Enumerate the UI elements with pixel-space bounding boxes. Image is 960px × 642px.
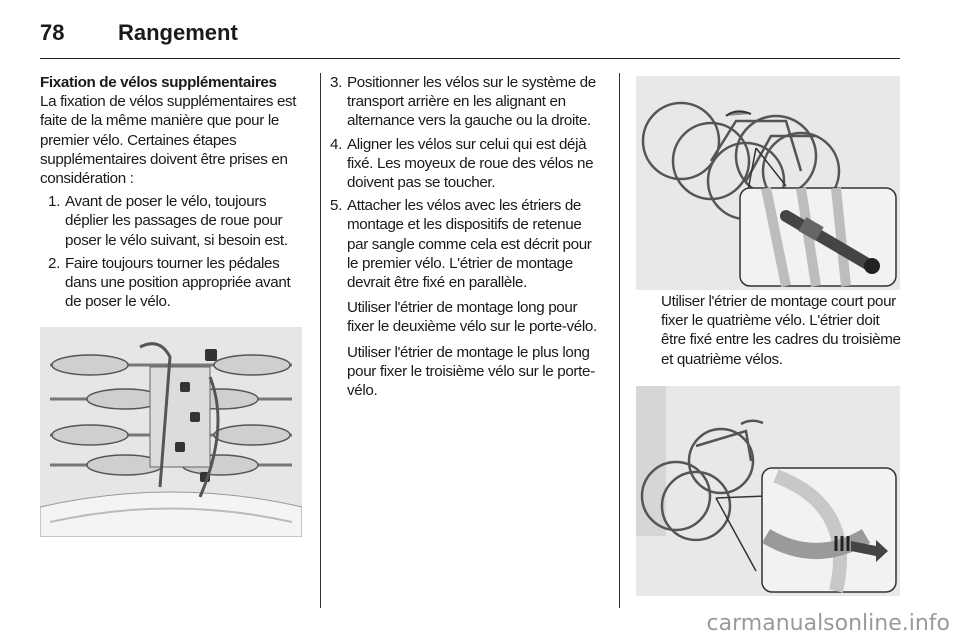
item-text: Avant de poser le vélo, toujours déplier les passages de roue pour poser le vélo suivant, si besoin est. bbox=[65, 193, 288, 249]
item-number: 1. bbox=[48, 193, 60, 211]
list-item bbox=[330, 196, 606, 292]
figure-bikes-with-clamp-detail bbox=[636, 76, 900, 290]
sub-paragraph: Utiliser l'étrier de montage le plus long pour fixer le troisième vélo sur le porte-vélo. bbox=[347, 343, 595, 400]
bike-rack-illustration bbox=[40, 327, 302, 537]
item-text: Faire toujours tourner les pédales dans une position appropriée avant de poser le vélo. bbox=[65, 254, 291, 311]
sub-paragraph: Utiliser l'étrier de montage long pour fixer le deuxième vélo sur le porte-vélo. bbox=[347, 299, 597, 336]
steps-list-left bbox=[40, 192, 306, 311]
section-heading: Fixation de vélos supplémentaires bbox=[40, 74, 277, 91]
item-text: Attacher les vélos avec les étriers de montage et les dispositifs de retenue par sangle comme cela est décrit pour le premier vélo. L'étrier de montage devrait être fixé en parallèle. bbox=[347, 197, 592, 292]
item-text: Aligner les vélos sur celui qui est déjà fixé. Les moyeux de roue des vélos ne doivent pas se toucher. bbox=[347, 135, 594, 192]
column-divider-left bbox=[320, 73, 321, 608]
list-item bbox=[40, 254, 306, 312]
column-left bbox=[40, 73, 306, 311]
intro-paragraph: La fixation de vélos supplémentaires est faite de la même manière que pour le premier vélo. Certaines étapes supplémentaires doivent être prises en considération : bbox=[40, 93, 297, 188]
list-item bbox=[40, 192, 306, 250]
list-item bbox=[330, 135, 606, 193]
strap-detail-illustration bbox=[636, 386, 900, 596]
figure-bike-with-strap-detail bbox=[636, 386, 900, 596]
column-middle bbox=[330, 73, 606, 400]
clamp-detail-illustration bbox=[636, 76, 900, 290]
list-item bbox=[330, 73, 606, 131]
steps-list-middle bbox=[330, 73, 606, 292]
item-number: 2. bbox=[48, 254, 60, 272]
column-right bbox=[636, 292, 902, 369]
page-number: 78 bbox=[40, 20, 65, 45]
page-header bbox=[40, 18, 238, 48]
item-text: Positionner les vélos sur le système de transport arrière en les alignant en alternance vers la gauche ou la droite. bbox=[347, 74, 596, 130]
column-divider-right bbox=[619, 73, 620, 608]
item-number: 5. bbox=[330, 197, 342, 215]
page-title: Rangement bbox=[118, 20, 238, 45]
figure-caption: Utiliser l'étrier de montage court pour fixer le quatrième vélo. L'étrier doit être fixé entre les cadres du troisième et quatrième vélos. bbox=[661, 293, 901, 368]
watermark: carmanualsonline.info bbox=[706, 611, 950, 636]
item-number: 4. bbox=[330, 135, 342, 153]
figure-bike-rack-top-view bbox=[40, 327, 302, 537]
item-number: 3. bbox=[330, 74, 342, 91]
header-rule bbox=[40, 58, 900, 59]
